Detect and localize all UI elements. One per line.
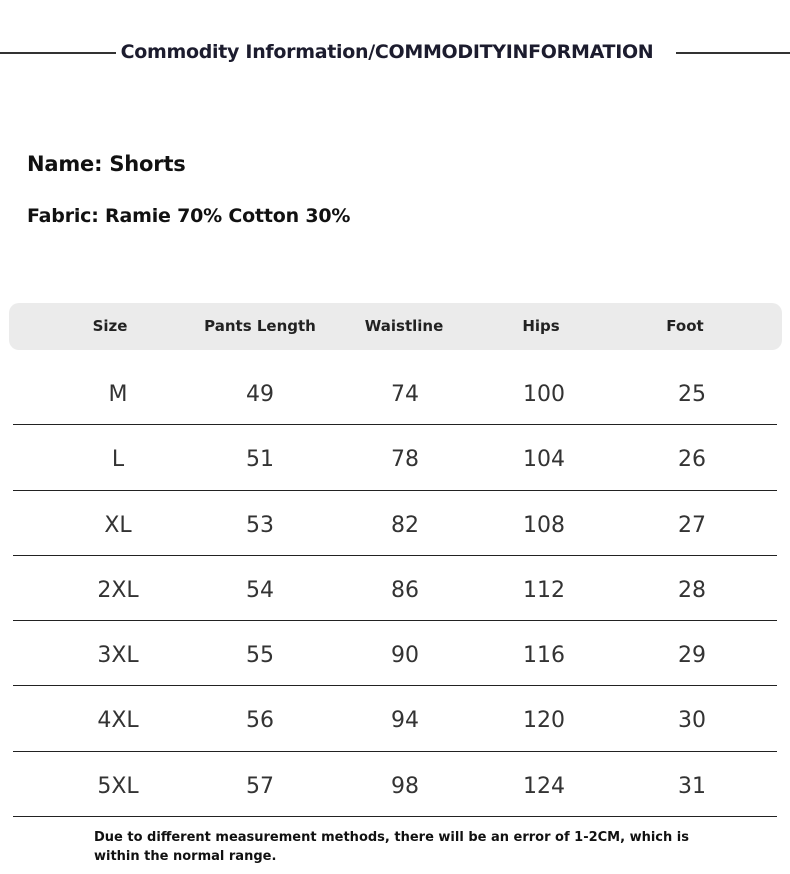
- pants-length-cell: 49: [246, 382, 274, 407]
- table-row: [13, 425, 777, 490]
- size-table-body: [13, 360, 777, 817]
- column-header-waistline: Waistline: [364, 317, 444, 335]
- hips-cell: 112: [523, 577, 565, 603]
- hips-cell: 124: [523, 773, 565, 799]
- hips-cell: 100: [523, 382, 565, 407]
- column-header-foot: Foot: [666, 317, 704, 335]
- hips-cell: 108: [523, 512, 565, 538]
- size-cell: 5XL: [97, 773, 139, 799]
- column-header-pants-length: Pants Length: [204, 317, 316, 335]
- size-cell: M: [108, 382, 128, 407]
- foot-cell: 26: [678, 447, 706, 473]
- title-divider-left: [0, 52, 116, 54]
- title-divider-right: [676, 52, 790, 54]
- table-row: [13, 752, 777, 817]
- table-row: [13, 360, 777, 425]
- hips-cell: 104: [523, 447, 565, 473]
- waistline-cell: 90: [391, 643, 419, 669]
- section-title: Commodity Information/COMMODITYINFORMATION: [120, 41, 654, 63]
- table-row: [13, 491, 777, 556]
- foot-cell: 31: [678, 773, 706, 799]
- size-table-header: [9, 303, 782, 350]
- pants-length-cell: 51: [246, 447, 274, 473]
- waistline-cell: 86: [391, 577, 419, 603]
- pants-length-cell: 54: [246, 577, 274, 603]
- pants-length-cell: 56: [246, 708, 274, 734]
- pants-length-cell: 55: [246, 643, 274, 669]
- foot-cell: 30: [678, 708, 706, 734]
- size-cell: 2XL: [97, 577, 139, 603]
- foot-cell: 28: [678, 577, 706, 603]
- product-name: Name: Shorts: [27, 152, 186, 176]
- waistline-cell: 78: [391, 447, 419, 473]
- measurement-note: Due to different measurement methods, there will be an error of 1-2CM, which is within the normal range.: [94, 830, 689, 864]
- waistline-cell: 82: [391, 512, 419, 538]
- table-row: [13, 621, 777, 686]
- pants-length-cell: 57: [246, 773, 274, 799]
- size-cell: 4XL: [97, 708, 139, 734]
- table-row: [13, 686, 777, 751]
- size-cell: XL: [104, 512, 132, 538]
- waistline-cell: 74: [391, 382, 419, 407]
- foot-cell: 25: [678, 382, 706, 407]
- foot-cell: 29: [678, 643, 706, 669]
- size-cell: 3XL: [97, 643, 139, 669]
- waistline-cell: 98: [391, 773, 419, 799]
- waistline-cell: 94: [391, 708, 419, 734]
- hips-cell: 116: [523, 643, 565, 669]
- column-header-hips: Hips: [522, 317, 560, 335]
- foot-cell: 27: [678, 512, 706, 538]
- pants-length-cell: 53: [246, 512, 274, 538]
- hips-cell: 120: [523, 708, 565, 734]
- size-cell: L: [111, 447, 125, 473]
- column-header-size: Size: [92, 317, 128, 335]
- table-row: [13, 556, 777, 621]
- product-fabric: Fabric: Ramie 70% Cotton 30%: [27, 205, 351, 227]
- section-title-row: [0, 34, 790, 70]
